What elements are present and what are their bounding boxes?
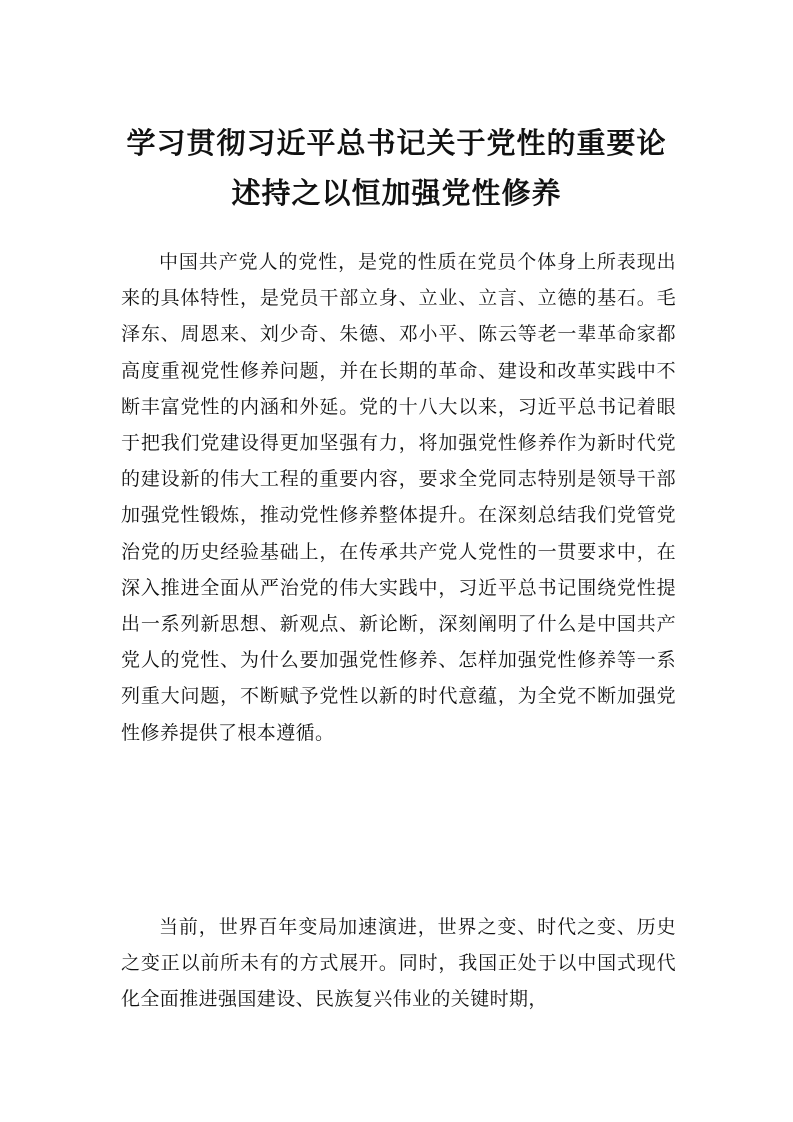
body-paragraph-1: 中国共产党人的党性，是党的性质在党员个体身上所表现出来的具体特性，是党员干部立身、立业、立言、立德的基石。毛泽东、周恩来、刘少奇、朱德、邓小平、陈云等老一辈革命家都高度重视党性修养问题，并在长期的革命、建设和改革实践中不断丰富党性的内涵和外延。党的十八大以来，习近平总书记着眼于把我们党建设得更加坚强有力，将加强党性修养作为新时代党的建设新的伟大工程的重要内容，要求全党同志特别是领导干部加强党性锻炼，推动党性修养整体提升。在深刻总结我们党管党治党的历史经验基础上，在传承共产党人党性的一贯要求中，在深入推进全面从严治党的伟大实践中，习近平总书记围绕党性提出一系列新思想、新观点、新论断，深刻阐明了什么是中国共产党人的党性、为什么要加强党性修养、怎样加强党性修养等一系列重大问题，不断赋予党性以新的时代意蕴，为全党不断加强党性修养提供了根本遵循。 bbox=[121, 251, 676, 744]
body-paragraph-2: 当前，世界百年变局加速演进，世界之变、时代之变、历史之变正以前所未有的方式展开。同时，我国正处于以中国式现代化全面推进强国建设、民族复兴伟业的关键时期， bbox=[121, 916, 676, 1011]
title-line-2: 述持之以恒加强党性修养 bbox=[231, 176, 562, 210]
title-line-1: 学习贯彻习近平总书记关于党性的重要论 bbox=[126, 126, 667, 160]
document-title bbox=[100, 118, 693, 218]
